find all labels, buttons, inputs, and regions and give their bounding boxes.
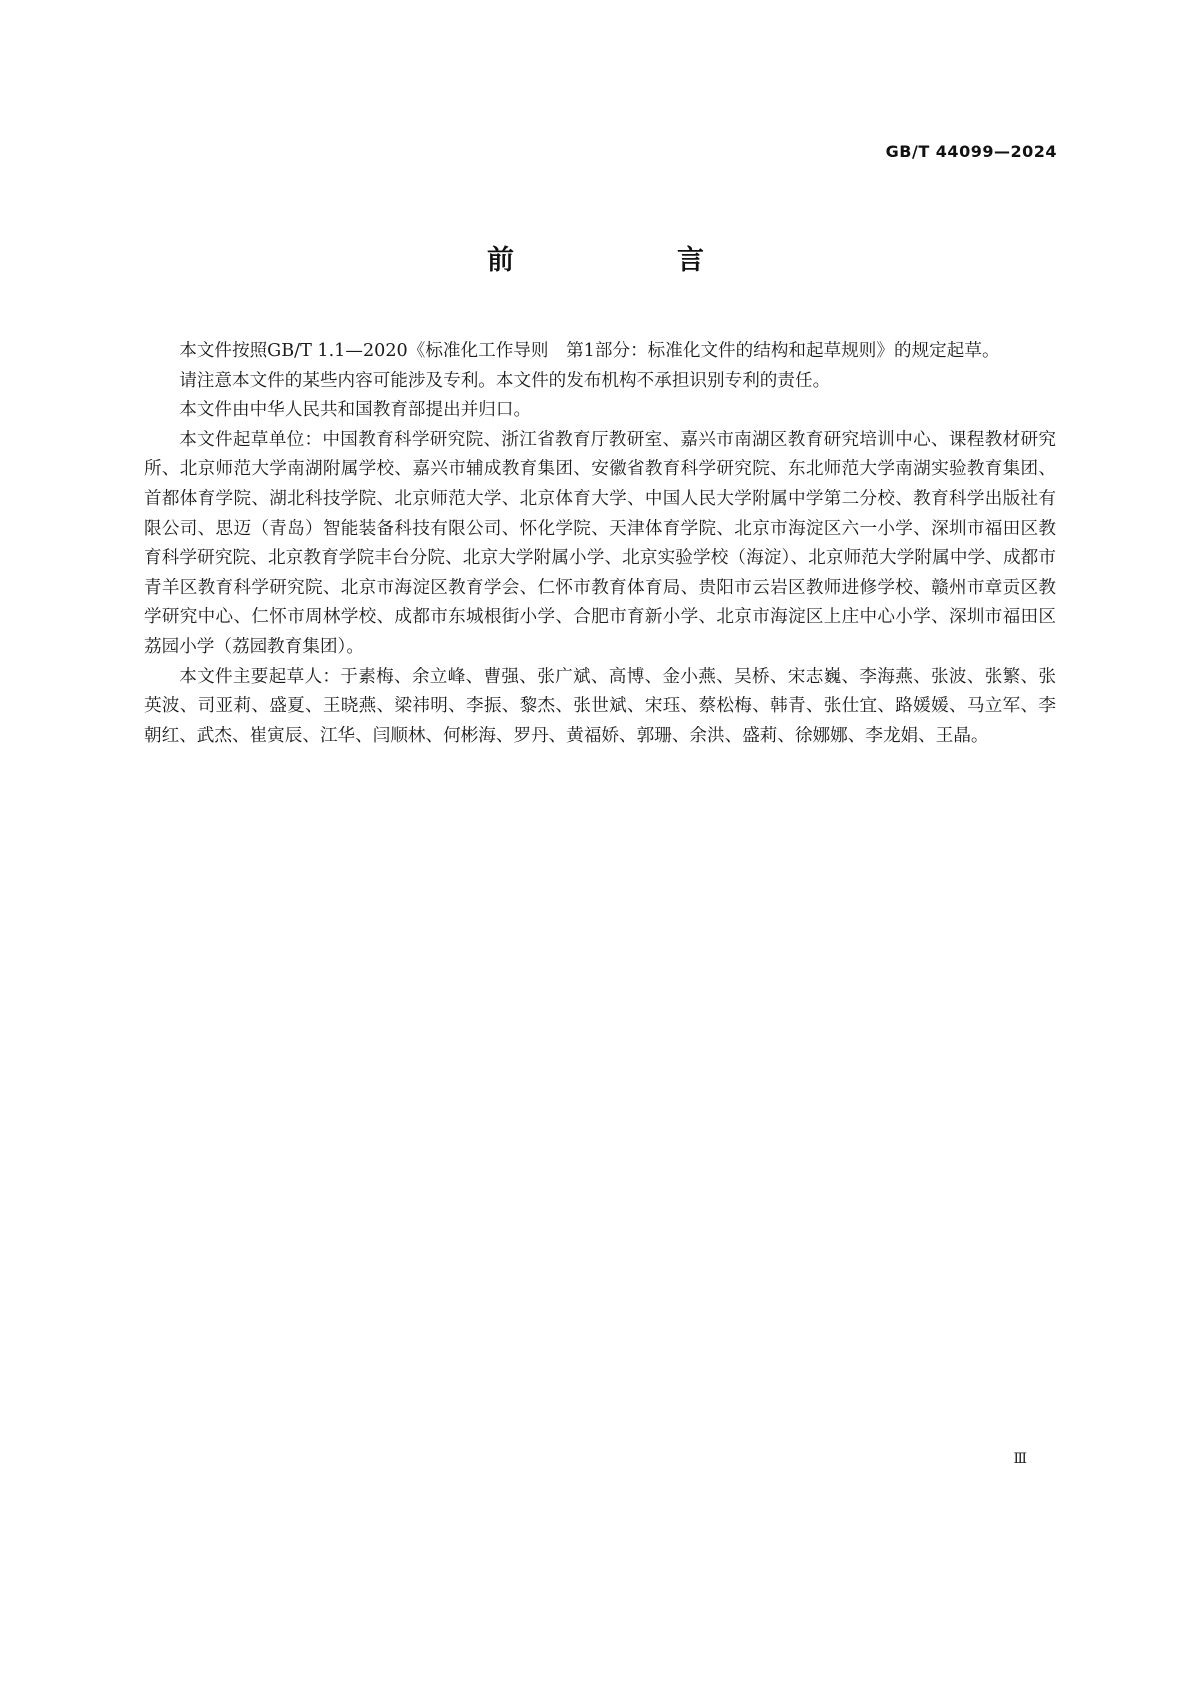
paragraph-drafting-basis: 本文件按照GB/T 1.1—2020《标准化工作导则 第1部分：标准化文件的结构和起草规则》的规定起草。 xyxy=(179,341,1000,361)
page-number: Ⅲ xyxy=(1013,1451,1027,1467)
paragraph-drafting-units: 本文件起草单位：中国教育科学研究院、浙江省教育厅教研室、嘉兴市南湖区教育研究培训中心、课程教材研究所、北京师范大学南湖附属学校、嘉兴市辅成教育集团、安徽省教育科学研究院、东北师范大学南湖实验教育集团、首都体育学院、湖北科技学院、北京师范大学、北京体育大学、中国人民大学附属中学第二分校、教育科学出版社有限公司、思迈（青岛）智能装备科技有限公司、怀化学院、天津体育学院、北京市海淀区六一小学、深圳市福田区教育科学研究院、北京教育学院丰台分院、北京大学附属小学、北京实验学校（海淀）、北京师范大学附属中学、成都市青羊区教育科学研究院、北京市海淀区教育学会、仁怀市教育体育局、贵阳市云岩区教师进修学校、赣州市章贡区教学研究中心、仁怀市周林学校、成都市东城根街小学、合肥市育新小学、北京市海淀区上庄中心小学、深圳市福田区荔园小学（荔园教育集团）。 xyxy=(144,429,1056,657)
standard-code: GB/T 44099—2024 xyxy=(885,142,1057,161)
foreword-body xyxy=(144,337,1056,751)
paragraph-proposer: 本文件由中华人民共和国教育部提出并归口。 xyxy=(179,400,532,421)
paragraph-patent-notice: 请注意本文件的某些内容可能涉及专利。本文件的发布机构不承担识别专利的责任。 xyxy=(179,370,831,391)
page-title: 前 言 xyxy=(487,245,772,276)
paragraph-drafters: 本文件主要起草人：于素梅、余立峰、曹强、张广斌、高博、金小燕、吴桥、宋志巍、李海燕、张波、张繁、张英波、司亚莉、盛夏、王晓燕、梁祎明、李振、黎杰、张世斌、宋珏、蔡松梅、韩青、张仕宜、路媛媛、马立军、李朝红、武杰、崔寅辰、江华、闫顺林、何彬海、罗丹、黄福娇、郭珊、余洪、盛莉、徐娜娜、李龙娟、王晶。 xyxy=(144,666,1056,746)
